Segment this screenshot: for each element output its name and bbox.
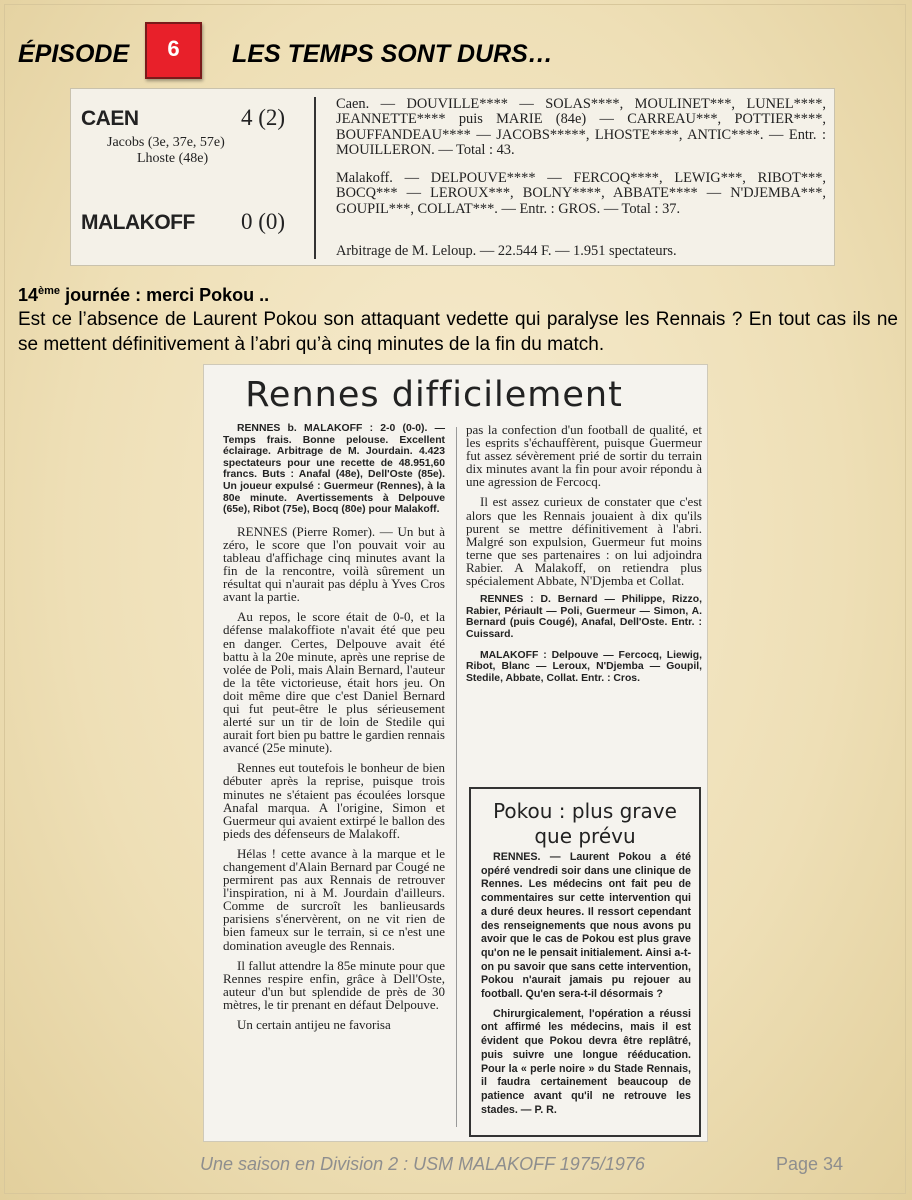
score-divider (314, 97, 316, 259)
article-column-1 (223, 423, 445, 1038)
caen-lineup: Caen. — DOUVILLE**** — SOLAS****, MOULINET***, LUNEL****, JEANNETTE**** puis MARIE (84e) — CARREAU***, POTTIER****, BOUFFANDEAU**** — JACOBS*****, LHOSTE****, ANTIC****. — Entr. : MOUILLERON. — Total : 43. (336, 96, 826, 158)
matchday-title (18, 285, 269, 306)
matchday-suffix: ème (38, 285, 61, 297)
intro-paragraph: Est ce l’absence de Laurent Pokou son attaquant vedette qui paralyse les Rennais ? En tout cas ils ne se mettent définitivement à l’abri qu’à cinq minutes de la fin du match. (18, 309, 898, 355)
footer-caption: Une saison en Division 2 : USM MALAKOFF 1975/1976 (200, 1154, 645, 1174)
home-scorers-1: Jacobs (3e, 37e, 57e) (107, 135, 225, 150)
article-paragraph: RENNES (Pierre Romer). — Un but à zéro, le score que l'on pouvait voir au tableau d'affichage cinq minutes avant la fin de la rencontre, voilà sûrement un résultat qui n'aurait pas déplu à Yves Cros avant la partie. (223, 523, 445, 605)
matchday-caption: journée : merci Pokou .. (60, 285, 270, 305)
episode-label: ÉPISODE (18, 40, 130, 68)
episode-number-badge: 6 (145, 22, 202, 79)
away-team-score: 0 (0) (241, 209, 286, 234)
inset-paragraph: RENNES. — Laurent Pokou a été opéré vendredi soir dans une clinique de Rennes. Les médecins ont fait peu de commentaires sur cette intervention qui a duré deux heures. Il ressort cependant des renseignements que nous avons pu avoir que le cas de Pokou est plus grave qu'on ne le pensait initialement. Ainsi a-t-on pu savoir que sans cette intervention, Pokou n'aurait jamais pu rejouer au football. Qu'en sera-t-il désormais ? (481, 851, 691, 1001)
page-number: Page 34 (776, 1154, 844, 1174)
home-scorers-2: Lhoste (48e) (137, 151, 209, 166)
inset-title-line2: que prévu (534, 824, 636, 848)
matchday-number: 14 (18, 285, 39, 305)
rennes-lineup: RENNES : D. Bernard — Philippe, Rizzo, Rabier, Périault — Poli, Guermeur — Simon, A. Bernard (puis Cougé), Anafal, Dell'Oste. Entr. : Cuissard. (466, 594, 702, 640)
column-rule (456, 427, 457, 1127)
home-team-name: CAEN (81, 107, 139, 130)
inset-title-line1: Pokou : plus grave (493, 799, 677, 823)
inset-title (471, 799, 699, 849)
article-paragraph: pas la confection d'un football de qualité, et les esprits s'échauffèrent, puisque Guermeur fut assez sévèrement prié de sortir du terrain dix minutes avant la fin pour avoir répondu à une agression de Fercocq. (466, 422, 702, 490)
article-paragraph: Il fallut attendre la 85e minute pour que Rennes respire enfin, grâce à Dell'Oste, auteur d'un but splendide de près de 30 mètres, le tir prenant en défaut Delpouve. (223, 957, 445, 1012)
pokou-inset-box (469, 787, 701, 1137)
article-column-2 (466, 423, 702, 693)
home-team-score: 4 (2) (241, 105, 286, 130)
match-summary: RENNES b. MALAKOFF : 2-0 (0-0). — Temps frais. Bonne pelouse. Excellent éclairage. Arbitrage de M. Jourdain. 4.423 spectateurs pour une recette de 48.951,60 francs. Buts : Anafal (48e), Dell'Oste (85e). Un joueur expulsé : Guermeur (Rennes), à la 80e minute. Avertissements à Delpouve (65e), Ribot (75e), Bocq (80e) pour Malakoff. (223, 423, 445, 516)
match-score-clipping (70, 88, 835, 266)
episode-title: LES TEMPS SONT DURS… (232, 40, 553, 68)
article-paragraph: Hélas ! cette avance à la marque et le changement d'Alain Bernard par Cougé ne permirent pas aux Rennais de retrouver l'inspiration, ni à M. Jourdain d'ailleurs. Comme de surcroît les banlieusards parisiens s'énervèrent, on ne vit rien de bien fameux sur le terrain, si ce n'est une domination aveugle des Rennais. (223, 845, 445, 953)
inset-paragraph: Chirurgicalement, l'opération a réussi ont affirmé les médecins, mais il est évident que Pokou devra être replâtré, puis suivre une longue rééducation. Pour la « perle noire » du Stade Rennais, il faudra certainement beaucoup de patience avant qu'il ne retrouve les stades. — P. R. (481, 1007, 691, 1116)
away-team-name: MALAKOFF (81, 211, 195, 234)
malakoff-lineup: Malakoff. — DELPOUVE**** — FERCOQ****, LEWIG***, RIBOT***, BOCQ*** — LEROUX***, BOLNY****, ABBATE**** — N'DJEMBA***, GOUPIL***, COLLAT***. — Entr. : GROS. — Total : 37. (336, 170, 826, 217)
clipping-headline: Rennes difficilement (245, 375, 623, 415)
article-paragraph: Un certain antijeu ne favorisa (237, 1017, 391, 1033)
article-paragraph: Rennes eut toutefois le bonheur de bien débuter après la reprise, puisque trois minutes ne s'étaient pas écoulées lorsque Anafal marqua. A l'origine, Simon et Guermeur qui avaient extirpé le ballon des pieds des défenseurs de Malakoff. (223, 760, 445, 841)
inset-body (481, 851, 691, 1123)
newspaper-clipping (203, 364, 708, 1142)
malakoff-lineup-text: MALAKOFF : Delpouve — Fercocq, Liewig, Ribot, Blanc — Leroux, N'Djemba — Goupil, Stedile, Abbate, Collat. Entr. : Cros. (466, 649, 702, 684)
article-paragraph: Au repos, le score était de 0-0, et la défense malakoffiote n'avait été que peu en danger. Certes, Delpouve avait été battu à la 20e minute, après une reprise de volée de Poli, mais Alain Bernard, l'auteur de la tête victorieuse, était hors jeu. On doit même dire que c'est Daniel Bernard qui fut peut-être le plus sérieusement alerté sur un tir de loin de Stedile qui aurait fort bien pu battre le gardien rennais avancé (25e minute). (223, 609, 445, 756)
article-paragraph: Il est assez curieux de constater que c'est alors que les Rennais jouaient à dix qu'ils purent se mettre définitivement à l'abri. Malgré son expulsion, Guermeur fut moins terne que ses partenaires : on lui adjoindra Rabier. A Malakoff, on retiendra plus spécialement Abbate, N'Djemba et Collat. (466, 494, 702, 589)
arbitrage-line: Arbitrage de M. Leloup. — 22.544 F. — 1.951 spectateurs. (336, 243, 677, 259)
